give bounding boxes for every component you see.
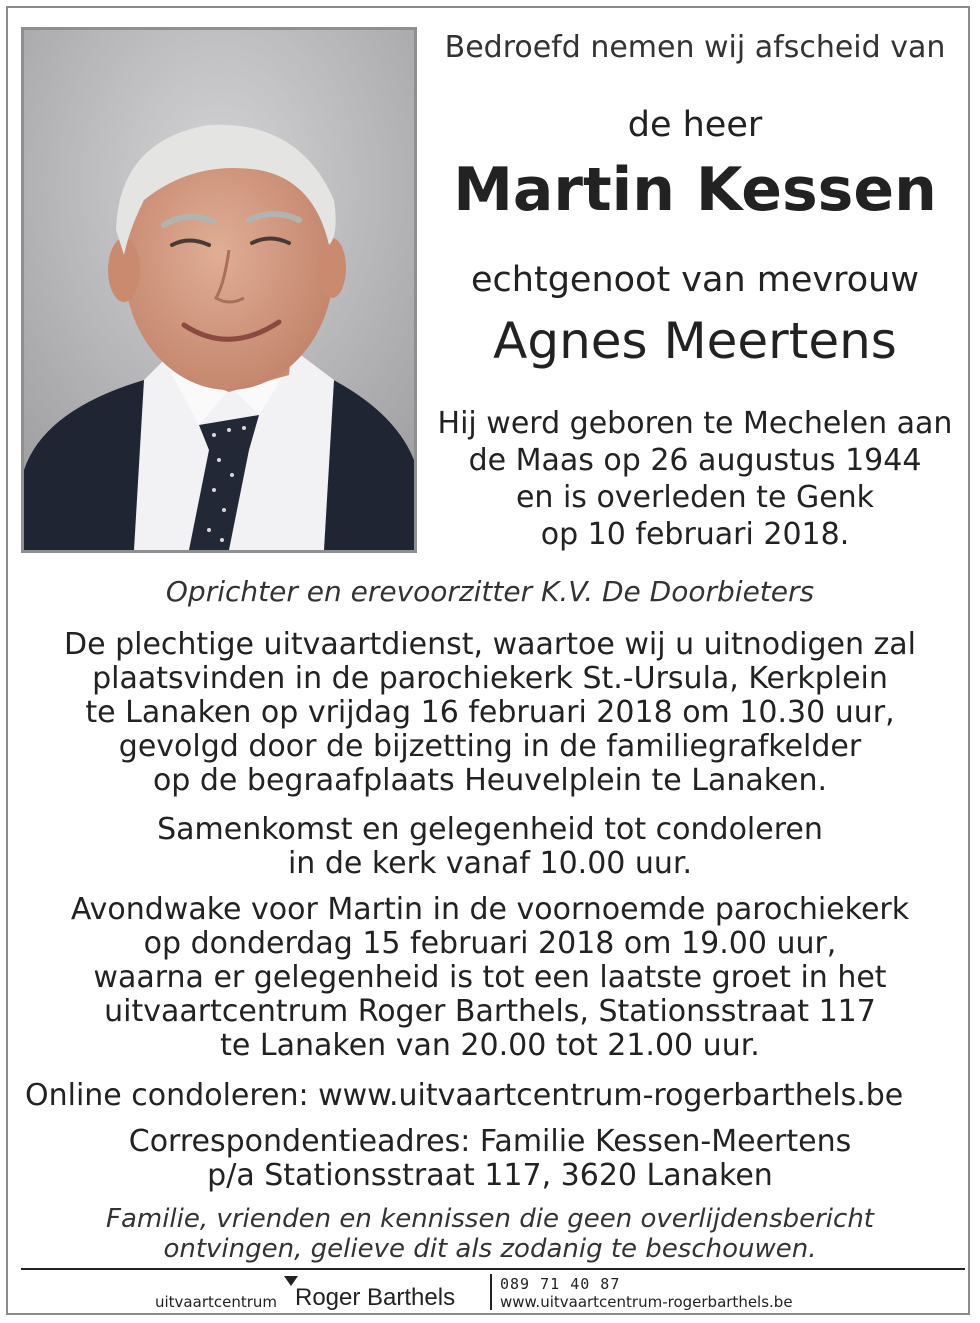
gathering-line: in de kerk vanaf 10.00 uur. — [287, 846, 693, 881]
vigil-block — [0, 893, 980, 1063]
vigil-line: uitvaartcentrum Roger Barthels, Stationsstraat 117 — [104, 994, 876, 1029]
footer-phone: 089 71 40 87 — [500, 1275, 621, 1293]
intro-text: Bedroefd nemen wij afscheid van — [444, 30, 946, 65]
vigil-line: Avondwake voor Martin in de voornoemde parochiekerk — [70, 892, 910, 927]
birth-line: en is overleden te Genk — [515, 480, 875, 515]
birth-death-info — [420, 405, 970, 553]
vigil-line: te Lanaken van 20.00 tot 21.00 uur. — [220, 1028, 760, 1063]
footer-divider — [21, 1268, 965, 1270]
service-line: plaatsvinden in de parochiekerk St.-Ursula, Kerkplein — [92, 661, 888, 696]
footer-brand: Roger Barthels — [295, 1284, 456, 1311]
footer-label: uitvaartcentrum — [155, 1293, 278, 1311]
service-line: op de begraafplaats Heuvelplein te Lanaken. — [152, 763, 828, 798]
correspondence-line: p/a Stationsstraat 117, 3620 Lanaken — [207, 1158, 773, 1193]
gathering-block — [0, 813, 980, 881]
correspondence-address — [0, 1125, 980, 1193]
portrait-photo — [21, 27, 417, 553]
funeral-service-block — [0, 628, 980, 798]
title-prefix: de heer — [627, 105, 763, 145]
service-line: De plechtige uitvaartdienst, waartoe wij u uitnodigen zal — [63, 627, 917, 662]
notice-note — [0, 1204, 980, 1264]
portrait-illustration — [24, 30, 414, 550]
footer-separator — [490, 1274, 492, 1310]
service-line: te Lanaken op vrijdag 16 februari 2018 om 10.30 uur, — [85, 695, 895, 730]
founder-line: Oprichter en erevoorzitter K.V. De Doorbieters — [165, 575, 815, 608]
spouse-name: Agnes Meertens — [493, 312, 897, 370]
note-line: ontvingen, gelieve dit als zodanig te beschouwen. — [163, 1234, 817, 1264]
correspondence-line: Correspondentieadres: Familie Kessen-Meertens — [128, 1124, 852, 1159]
footer-website: www.uitvaartcentrum-rogerbarthels.be — [500, 1293, 793, 1311]
vigil-line: waarna er gelegenheid is tot een laatste groet in het — [93, 960, 887, 995]
gathering-line: Samenkomst en gelegenheid tot condoleren — [157, 812, 823, 847]
birth-line: de Maas op 26 augustus 1944 — [468, 443, 922, 478]
birth-line: op 10 februari 2018. — [540, 517, 850, 552]
spouse-prefix: echtgenoot van mevrouw — [471, 260, 919, 300]
funeral-home-footer — [0, 1272, 980, 1312]
note-line: Familie, vrienden en kennissen die geen overlijdensbericht — [105, 1204, 874, 1234]
service-line: gevolgd door de bijzetting in de familiegrafkelder — [118, 729, 862, 764]
vigil-line: op donderdag 15 februari 2018 om 19.00 uur, — [143, 926, 837, 961]
deceased-name: Martin Kessen — [453, 155, 937, 225]
birth-line: Hij werd geboren te Mechelen aan — [437, 406, 953, 441]
online-condolence: Online condoleren: www.uitvaartcentrum-rogerbarthels.be — [25, 1078, 904, 1113]
